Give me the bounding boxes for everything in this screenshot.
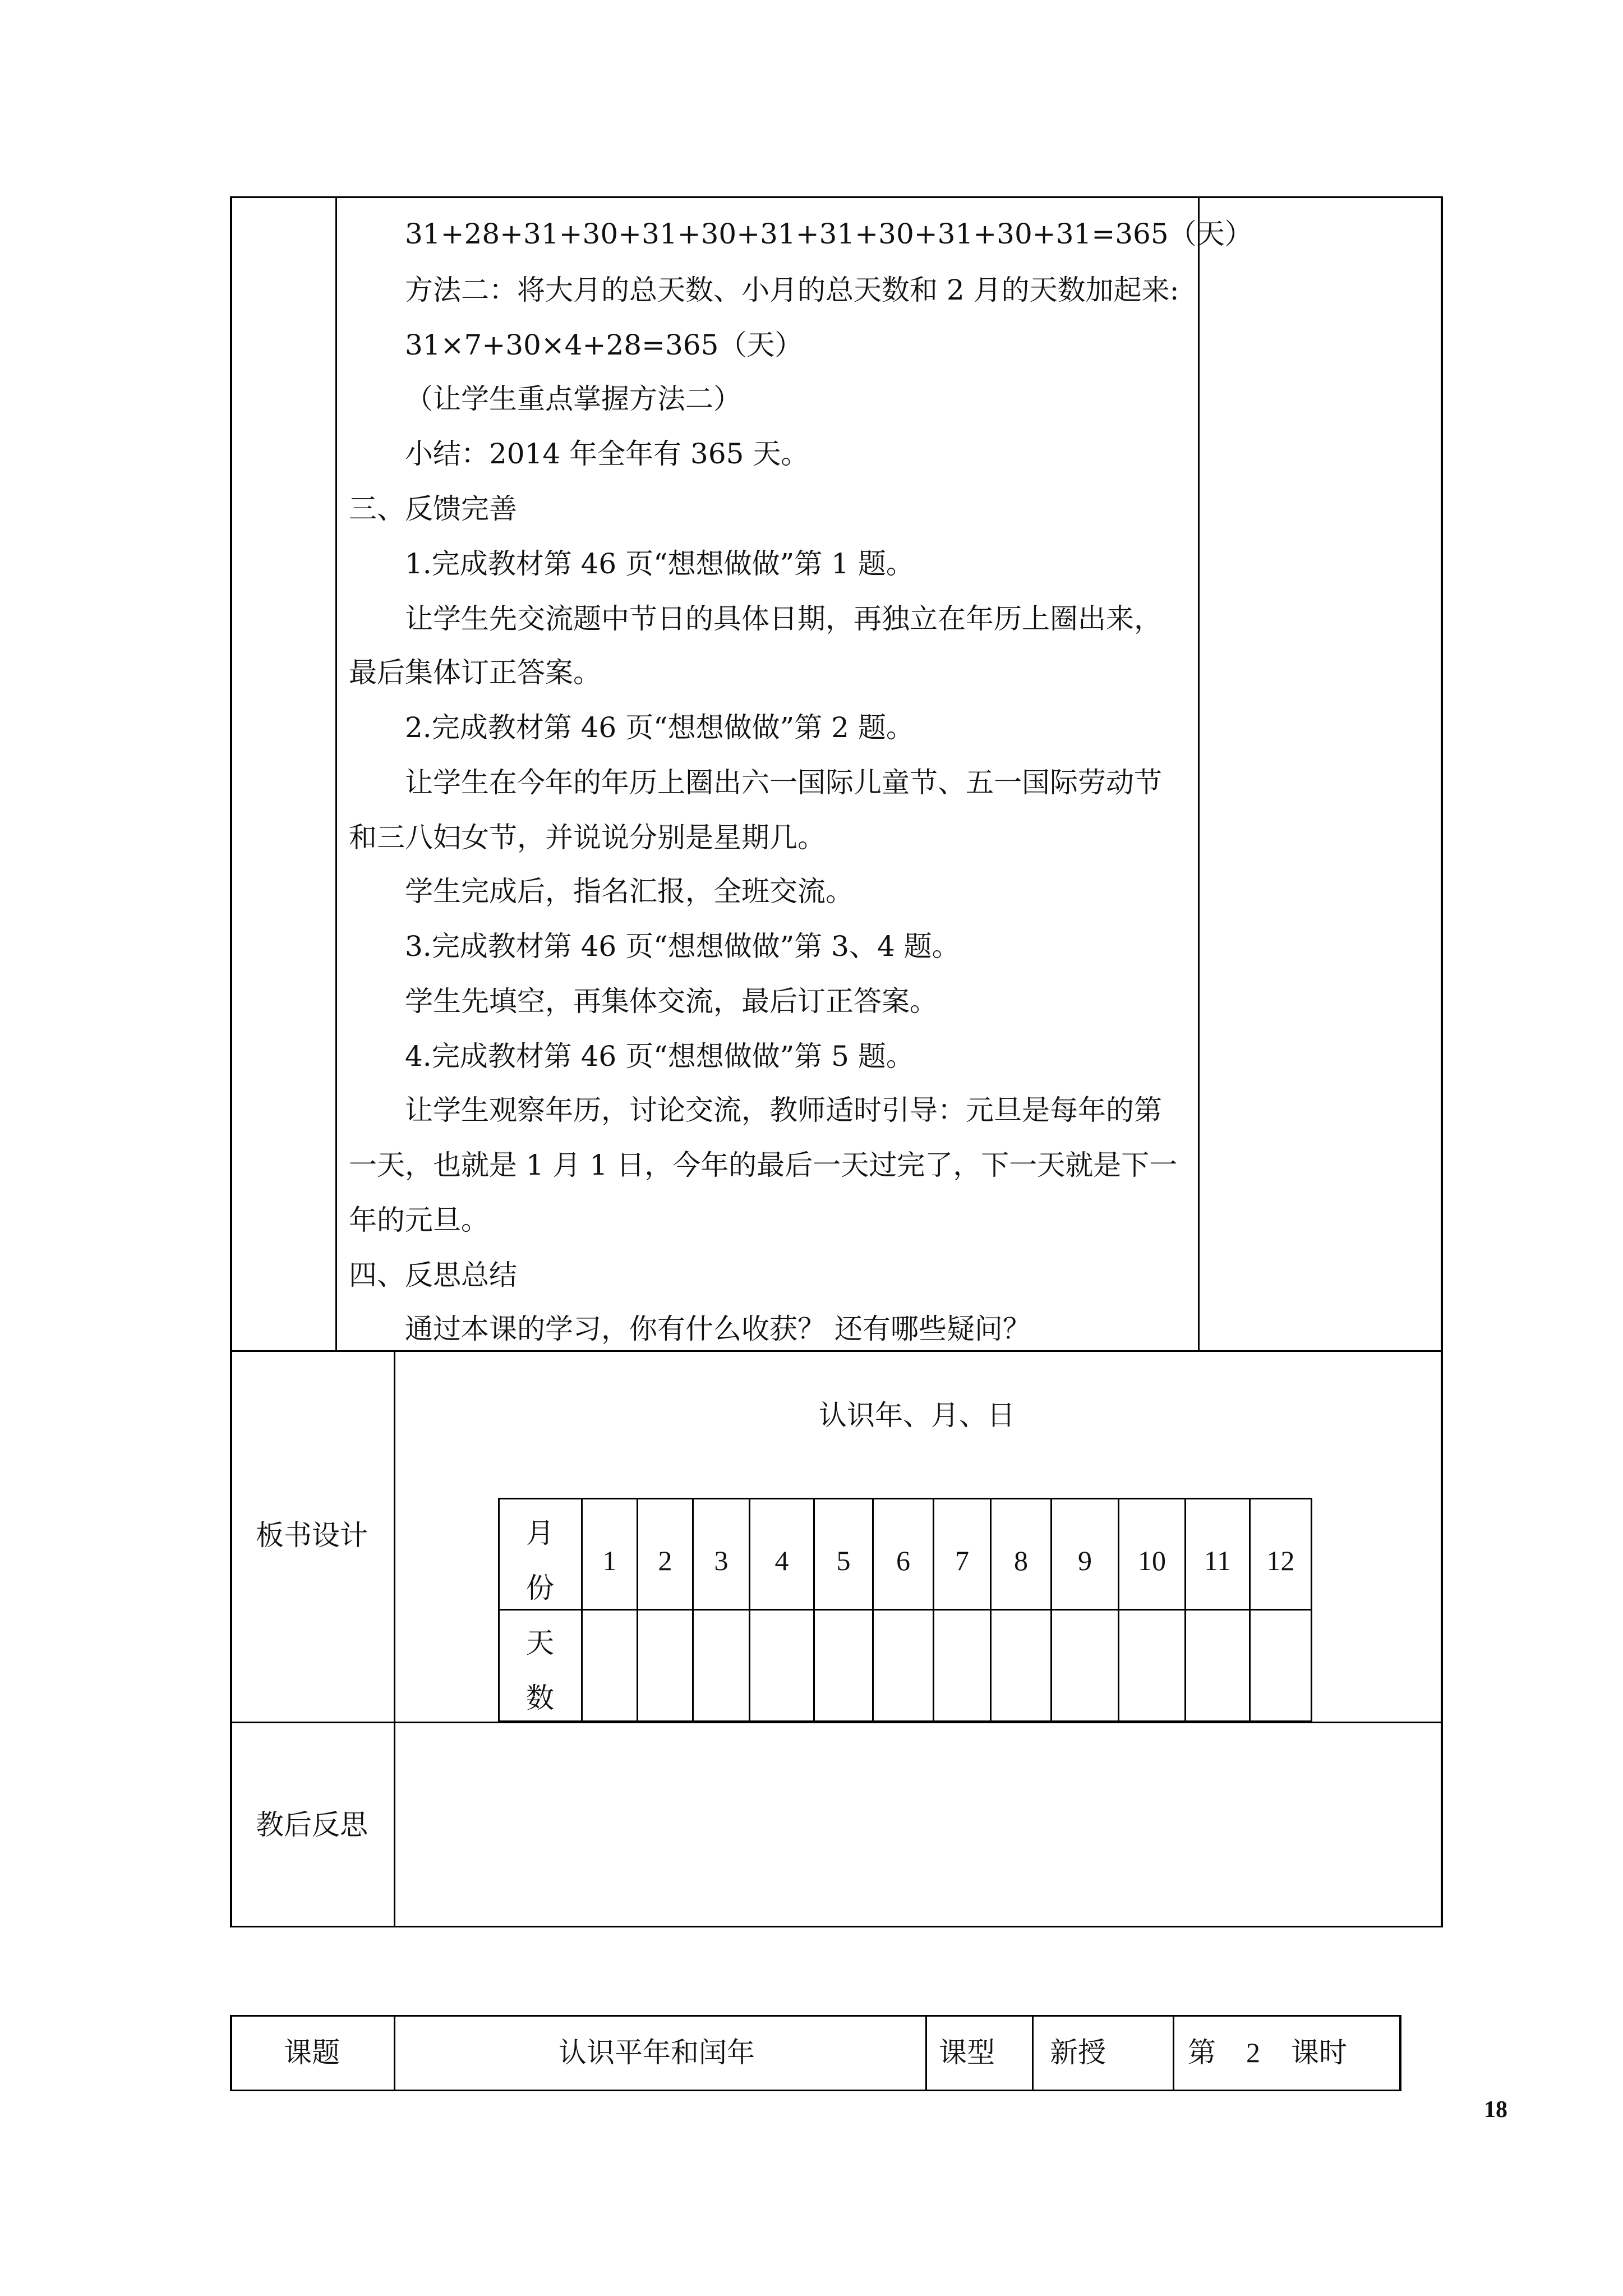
header-col-border (230, 2015, 232, 2091)
grid-col-border (813, 1498, 815, 1722)
table-left-border (230, 196, 232, 1927)
content-line: 一天，也就是 1 月 1 日，今年的最后一天过完了，下一天就是下一 (349, 1149, 1178, 1181)
lesson-type-label: 课型 (939, 2036, 995, 2069)
header-col-border (925, 2015, 927, 2091)
content-line: 1.完成教材第 46 页“想想做做”第 1 题。 (405, 547, 914, 580)
month-number: 3 (714, 1545, 728, 1576)
grid-middle-border (498, 1609, 1312, 1611)
month-number: 7 (955, 1545, 969, 1576)
section-heading: 三、反馈完善 (349, 493, 517, 525)
row-label-days: 天 (526, 1627, 554, 1659)
table-divider-board (230, 1350, 1443, 1352)
month-number: 10 (1138, 1545, 1166, 1576)
header-col-border (1032, 2015, 1034, 2091)
content-line: 让学生观察年历，讨论交流，教师适时引导：元旦是每年的第 (405, 1094, 1162, 1126)
month-number: 2 (658, 1545, 672, 1576)
topic-title: 认识平年和闰年 (559, 2036, 755, 2069)
period-prefix: 第 (1188, 2036, 1216, 2069)
page-number: 18 (1484, 2097, 1507, 2123)
grid-col-border (749, 1498, 750, 1722)
month-number: 11 (1204, 1545, 1232, 1576)
table-top-border (230, 196, 1443, 198)
lesson-type-value: 新授 (1050, 2036, 1106, 2069)
teaching-reflection-label: 教后反思 (256, 1809, 368, 1841)
month-number: 6 (896, 1545, 910, 1576)
board-design-label: 板书设计 (256, 1519, 368, 1552)
header-col-border (1173, 2015, 1174, 2091)
grid-col-border (1118, 1498, 1119, 1722)
grid-col-border (1050, 1498, 1052, 1722)
content-line: 年的元旦。 (349, 1204, 489, 1236)
grid-col-border (637, 1498, 638, 1722)
grid-col-border (1184, 1498, 1186, 1722)
row-label-days: 数 (526, 1682, 554, 1714)
grid-col-border (498, 1498, 500, 1722)
label-column-border (394, 1350, 395, 1927)
grid-col-border (692, 1498, 694, 1722)
table-right-border (1441, 196, 1443, 1927)
row-label-month: 月 (526, 1517, 554, 1549)
content-line: 2.完成教材第 46 页“想想做做”第 2 题。 (405, 711, 914, 744)
header-top-border (230, 2015, 1401, 2017)
content-line: 学生先填空，再集体交流，最后订正答案。 (405, 985, 938, 1018)
content-line: 最后集体订正答案。 (349, 656, 601, 689)
period-number: 2 (1246, 2037, 1260, 2068)
month-number: 9 (1078, 1545, 1092, 1576)
content-line: 方法二：将大月的总天数、小月的总天数和 2 月的天数加起来: (405, 274, 1179, 306)
content-line: 4.完成教材第 46 页“想想做做”第 5 题。 (405, 1040, 914, 1073)
header-bottom-border (230, 2090, 1401, 2091)
content-right-column-border (1198, 196, 1200, 1352)
grid-col-border (990, 1498, 992, 1722)
board-title: 认识年、月、日 (819, 1399, 1015, 1432)
content-line: 让学生在今年的年历上圈出六一国际儿童节、五一国际劳动节 (405, 766, 1162, 799)
grid-col-border (1249, 1498, 1251, 1722)
content-line: 3.完成教材第 46 页“想想做做”第 3、4 题。 (405, 930, 960, 963)
month-number: 4 (774, 1545, 789, 1576)
content-left-column-border (335, 196, 337, 1352)
month-number: 5 (836, 1545, 851, 1576)
section-heading: 四、反思总结 (349, 1259, 517, 1291)
header-col-border (394, 2015, 395, 2091)
grid-col-border (581, 1498, 583, 1722)
month-number: 12 (1266, 1545, 1295, 1576)
grid-top-border (498, 1498, 1312, 1499)
grid-col-border (872, 1498, 874, 1722)
grid-col-border (933, 1498, 934, 1722)
grid-bottom-border (498, 1720, 1312, 1722)
row-label-month: 份 (526, 1572, 554, 1604)
content-line: 让学生先交流题中节日的具体日期，再独立在年历上圈出来， (405, 602, 1162, 635)
content-line: 31×7+30×4+28=365（天） (405, 329, 803, 361)
header-col-border (1399, 2015, 1401, 2091)
grid-col-border (1311, 1498, 1312, 1722)
topic-label: 课题 (284, 2036, 340, 2069)
content-line: 31+28+31+30+31+30+31+31+30+31+30+31=365（天） (405, 218, 1253, 250)
period-suffix: 课时 (1291, 2036, 1347, 2069)
content-line: 小结：2014 年全年有 365 天。 (405, 438, 809, 470)
month-number: 1 (602, 1545, 617, 1576)
month-number: 8 (1014, 1545, 1028, 1576)
table-bottom-border (230, 1926, 1443, 1927)
content-line: （让学生重点掌握方法二） (405, 383, 741, 415)
content-line: 学生完成后，指名汇报，全班交流。 (405, 875, 854, 908)
content-line: 和三八妇女节，并说说分别是星期几。 (349, 821, 826, 854)
content-line: 通过本课的学习，你有什么收获？ 还有哪些疑问？ (405, 1313, 1031, 1345)
